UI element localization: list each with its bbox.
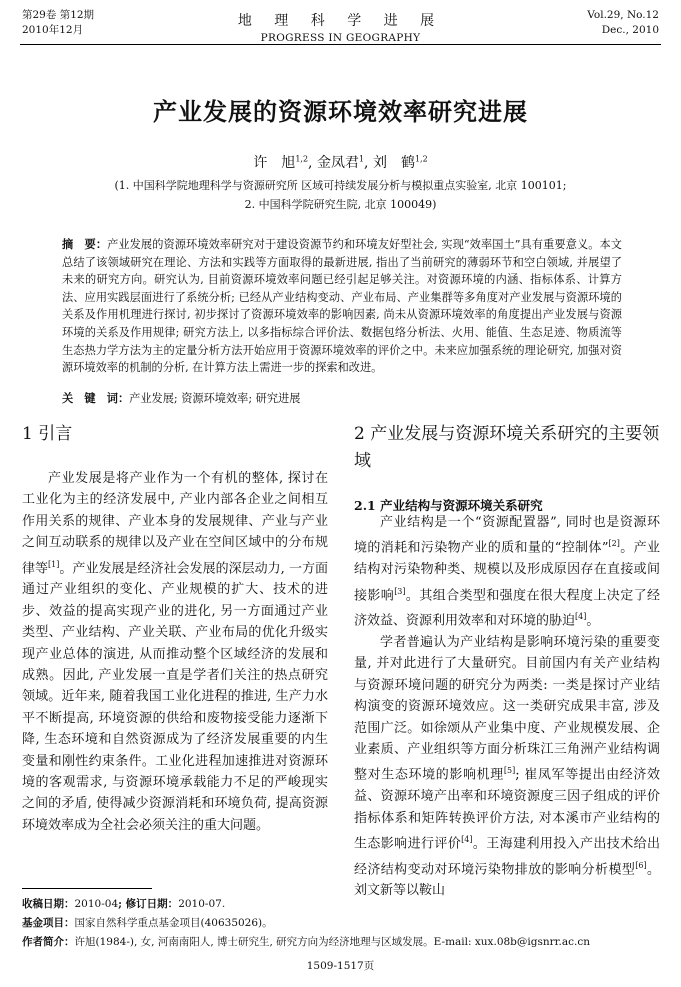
revised-date: 2010-07. [178, 898, 226, 910]
citation: [6] [635, 860, 647, 870]
fund-label: 基金项目： [22, 917, 75, 929]
intro-text: 产业发展是将产业作为一个有机的整体, 探讨在工业化为主的经济发展中, 产业内部各企业之间相互作用关系的规律、产业本身的发展规律、产业与产业之间互动联系的规律以及产业在空间区域中的分布规律等 [22, 471, 328, 576]
abstract [62, 236, 622, 377]
intro-text-cont: 。产业发展是经济社会发展的深层动力, 一方面通过产业组织的变化、产业规模的扩大、技术的进步、效益的提高实现产业的进化, 另一方面通过产业类型、产业结构、产业关联、产业布局的优化升级实现产业总体的演进, 从而推动整个区域经济的发展和成熟。因此, 产业发展一直是学者们关注的热点研究领域。近年来, 随着我国工业化进程的推进, 生产力水平不断提高, 环境资源的供给和废物接受能力逐渐下降, 生态环境和自然资源成为了经济发展重要的内生变量和刚性约束条件。工业化进程加速推进对资源环境的客观需求, 与资源环境承载能力不足的严峻现实之间的矛盾, 使得减少资源消耗和环境负荷, 提高资源环境效率成为全社会必须关注的重大问题。 [22, 560, 328, 833]
received-date: 2010-04 [74, 898, 119, 910]
fund-text: 国家自然科学重点基金项目(40635026)。 [74, 917, 273, 929]
citation: [1] [48, 559, 60, 569]
abstract-label: 摘 要： [62, 237, 108, 251]
keywords-label: 关 键 词： [62, 391, 130, 405]
footnotes [22, 895, 662, 952]
author-name: 许 旭 [253, 155, 296, 171]
citation: [4] [575, 612, 587, 622]
affiliations [0, 176, 681, 214]
page-range: 1509-1517页 [306, 960, 375, 972]
section-heading-introduction: 1 引言 [22, 424, 73, 444]
paragraph-text: 学者普遍认为产业结构是影响环境污染的重要变量, 并对此进行了大量研究。目前国内有关产业结构与资源环境问题的研究分为两类: 一类是探讨产业结构演变的资源环境效应。这一类研究成果丰富, 涉及范围广泛。如徐颂从产业集中度、产业规模发展、企业素质、产业组织等方面分析珠江三角洲产业结构调整对生态环境的影响机理 [354, 635, 660, 783]
author-name: 刘 鹤 [372, 155, 415, 171]
affiliation-line: (1. 中国科学院地理科学与资源研究所 区域可持续发展分析与模拟重点实验室, 北京 100101; [114, 179, 567, 192]
journal-name-en: PROGRESS IN GEOGRAPHY [260, 32, 421, 44]
revised-label: ; 修订日期： [118, 898, 179, 910]
paragraph-text: 产业结构是一个“资源配置器”, 同时也是资源环境的消耗和污染物产业的质和量的“控制体” [354, 515, 660, 556]
author-separator: , [364, 155, 373, 171]
author-info-text: 许旭(1984-), 女, 河南南阳人, 博士研究生, 研究方向为经济地理与区域发展。E-mail: xux.08b@igsnrr.ac.cn [74, 936, 590, 948]
author-affil-mark: 1,2 [295, 154, 309, 164]
paper-title: 产业发展的资源环境效率研究进展 [153, 97, 528, 126]
footnote-fund [22, 914, 662, 933]
journal-date: 2010年12月 [22, 24, 84, 36]
paragraph-text: 。产业结构对污染物种类、规模以及形成原因存在直接或间接影响 [354, 540, 660, 603]
footnote-dates [22, 895, 662, 914]
citation: [5] [503, 766, 516, 776]
header-rule [20, 44, 661, 45]
received-label: 收稿日期： [22, 898, 75, 910]
affiliation-line: 2. 中国科学院研究生院, 北京 100049) [244, 198, 437, 211]
citation: [4] [461, 835, 473, 844]
paragraph-text: 。其组合类型和强度在很大程度上决定了经济效益、资源利用效率和对环境的胁迫 [354, 587, 660, 629]
journal-volume-en-line2: Dec., 2010 [601, 24, 659, 36]
paragraph-text: ; 崔凤军等提出由经济效益、资源环境产出率和环境资源度三因子组成的评价指标体系和矩阵转换评价方法, 对本溪市产业结构的生态影响进行评价 [354, 767, 660, 852]
journal-name-cn: 地 理 科 学 进 展 [237, 13, 444, 29]
author-separator: , [308, 155, 317, 171]
footnote-rule [22, 888, 152, 889]
keywords [62, 390, 622, 406]
journal-volume-en-line1: Vol.29, No.12 [587, 9, 659, 21]
paragraph-text: 。 [586, 613, 600, 629]
citation: [2] [608, 539, 620, 549]
paragraph-text: 。王海建利用投入产出技术给出经济结构变动对环境污染物排放的影响分析模型 [354, 836, 660, 878]
citation: [3] [394, 586, 406, 596]
left-column [22, 468, 328, 836]
author-list [0, 152, 681, 172]
right-column [354, 512, 660, 902]
journal-volume-en [587, 8, 659, 38]
author-affil-mark: 1 [358, 154, 365, 164]
author-info-label: 作者简介： [22, 936, 75, 948]
journal-volume: 第29卷 第12期 [22, 9, 95, 21]
intro-paragraph [22, 468, 328, 836]
keywords-text: 产业发展; 资源环境效率; 研究进展 [129, 392, 301, 405]
author-name: 金凤君 [316, 155, 359, 171]
section2-paragraph [354, 512, 660, 632]
journal-name [0, 10, 681, 44]
section-heading-2: 2 产业发展与资源环境关系研究的主要领域 [354, 424, 660, 471]
paragraph-text: 。刘文新等以鞍山 [354, 862, 660, 899]
author-affil-mark: 1,2 [414, 154, 428, 164]
abstract-text: 产业发展的资源环境效率研究对于建设资源节约和环境友好型社会, 实现“效率国土”具有重要意义。本文总结了该领域研究在理论、方法和实践等方面取得的最新进展, 指出了当前研究的薄弱环节和空白领域, 并展望了未来的研究方向。研究认为, 目前资源环境效率问题已经引起足够关注。对资源环境的内涵、指标体系、计算方法、应用实践层面进行了系统分析; 已经从产业结构变动、产业布局、产业集群等多角度对产业发展与资源环境的关系及作用机理进行探讨, 初步探讨了资源环境效率的影响因素, 尚未从资源环境效率的角度提出产业发展与资源环境的关系及作用规律; 研究方法上, 以多指标综合评价法、数据包络分析法、火用、能值、生态足迹、物质流等生态热力学方法为主的定量分析方法开始应用于资源环境效率的评价之中。未来应加强系统的理论研究, 加强对资源环境效率的机制的分析, 在计算方法上需进一步的探索和改进。 [62, 238, 622, 375]
section2-paragraph [354, 632, 660, 902]
footnote-author [22, 933, 662, 952]
subsection-heading-2-1: 2.1 产业结构与资源环境关系研究 [354, 498, 543, 513]
